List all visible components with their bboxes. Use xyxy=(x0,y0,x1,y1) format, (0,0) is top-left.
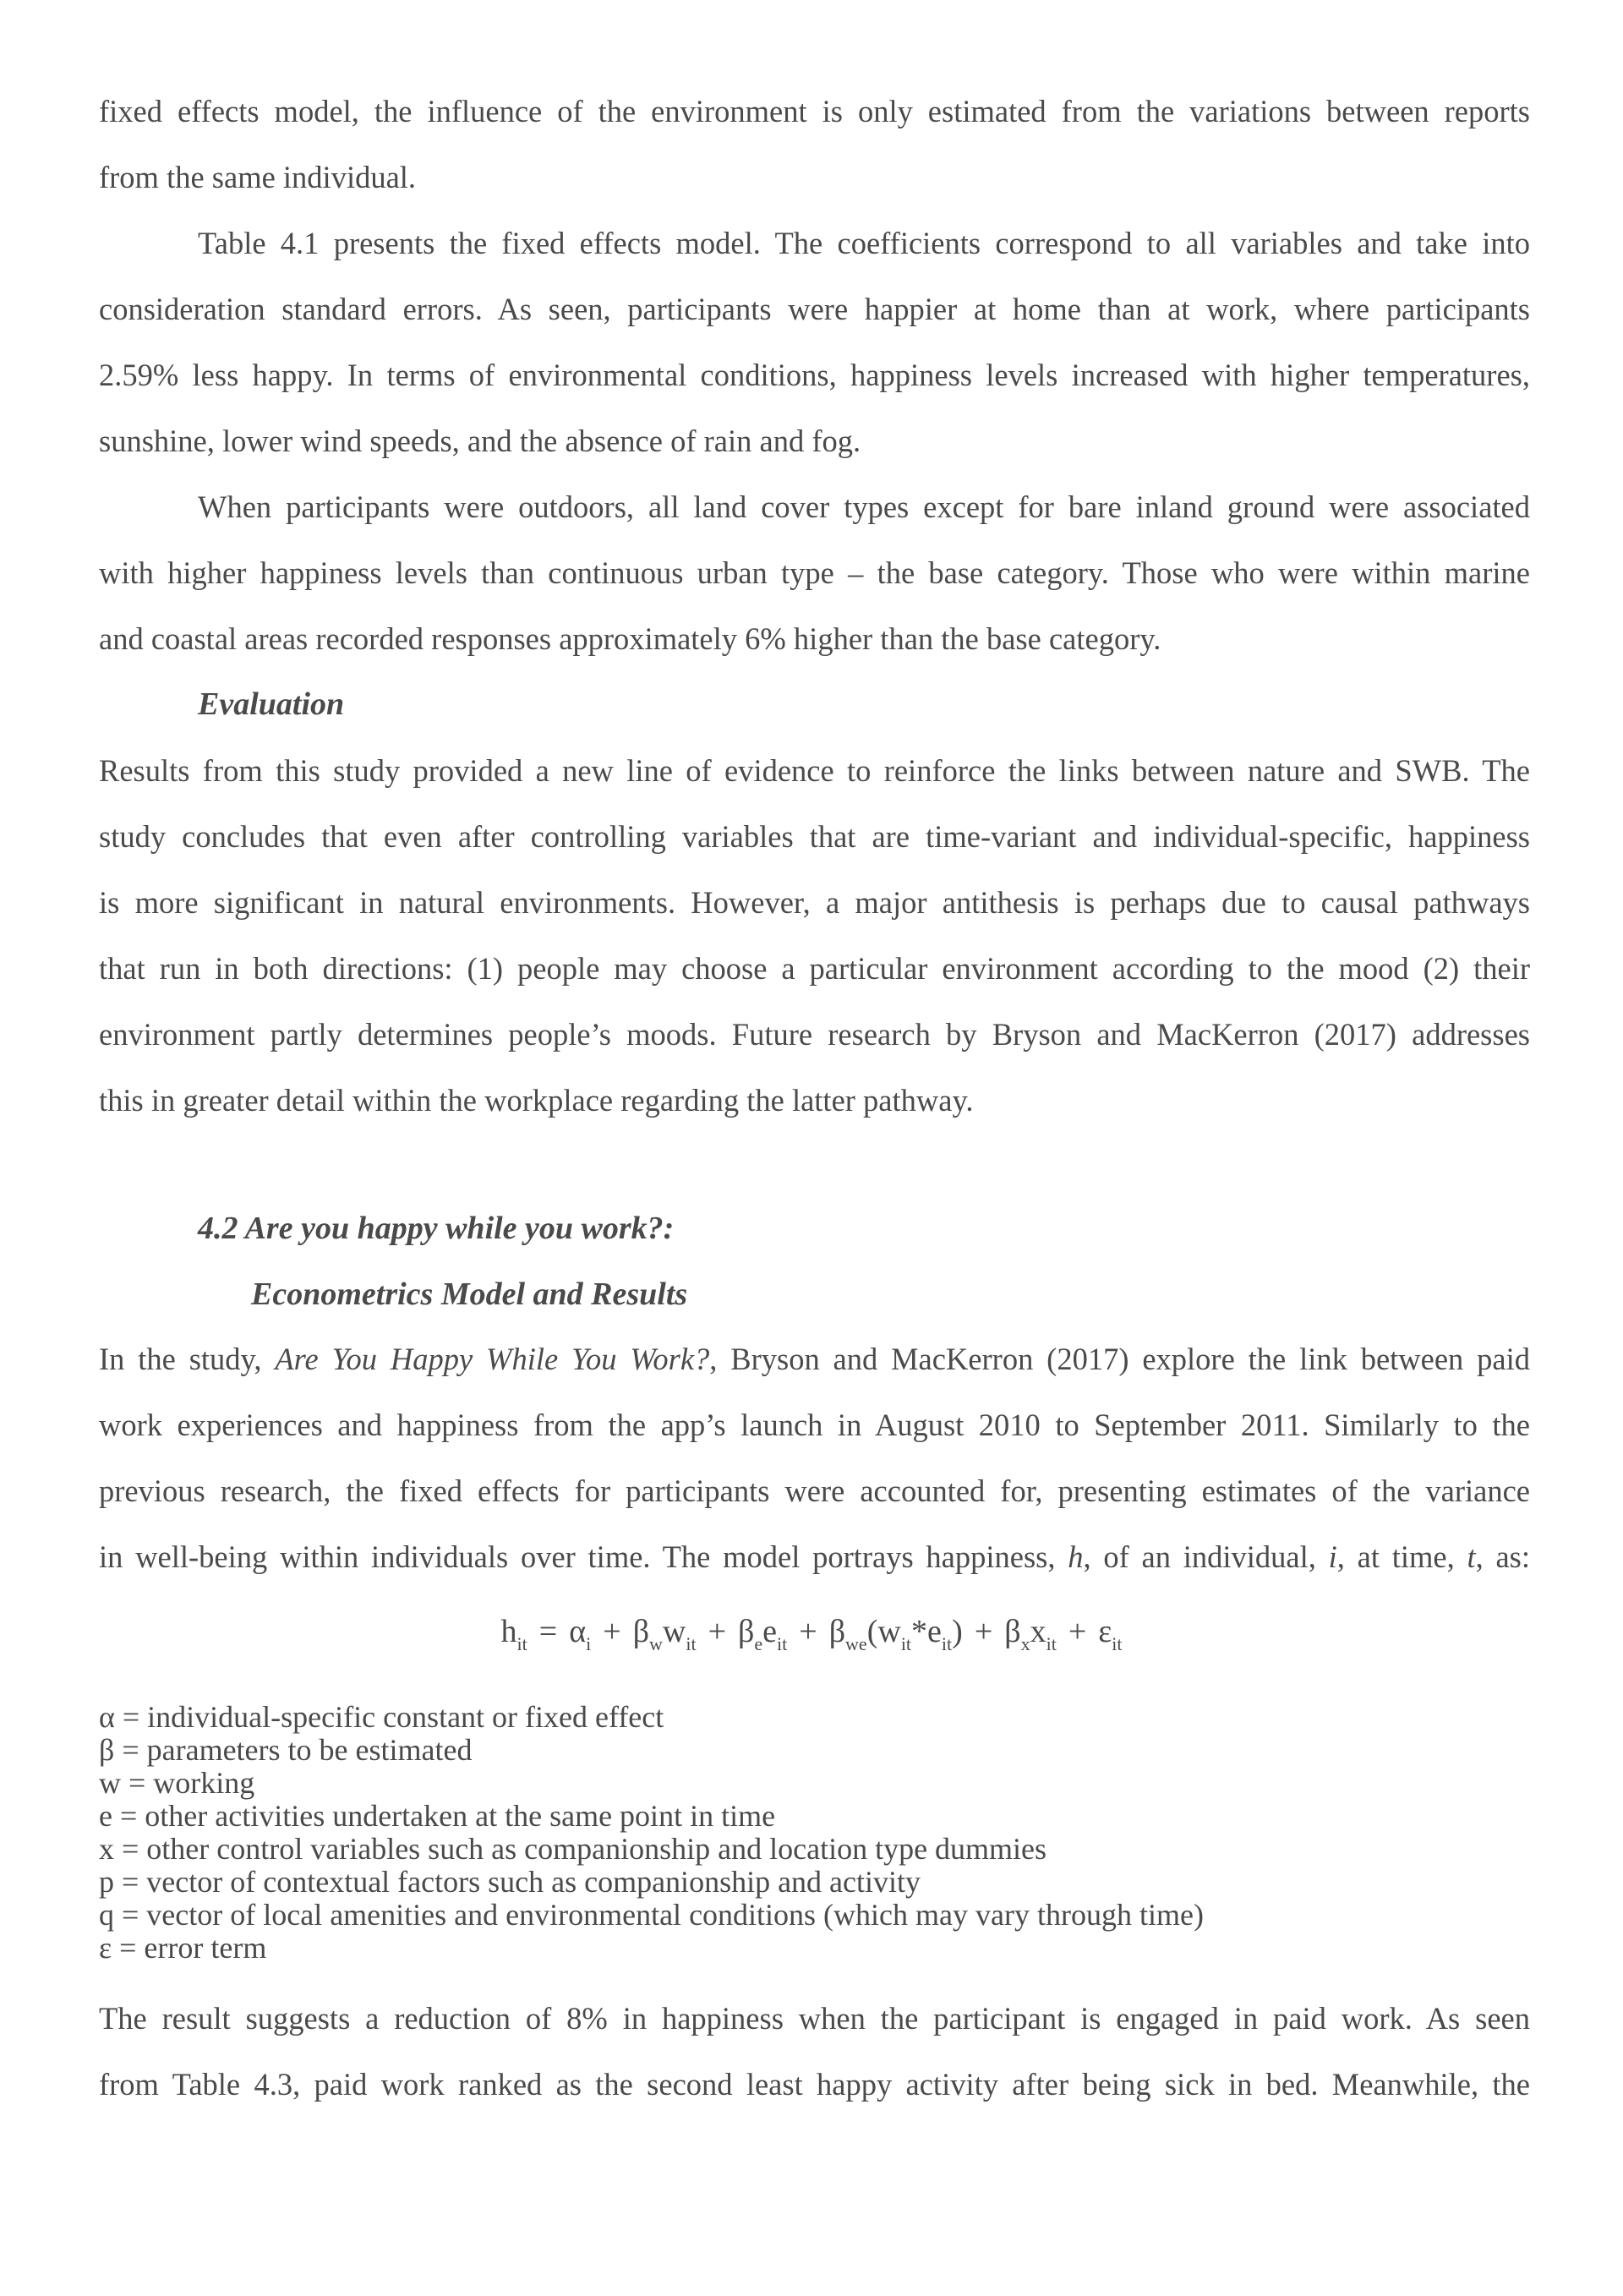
paragraph-line: with higher happiness levels than continuous urban type – the base category. Those who were within marine xyxy=(99,555,1530,590)
paragraph-line: environment partly determines people’s moods. Future research by Bryson and MacKerron (2017) addresses xyxy=(99,1017,1530,1052)
study-title: Are You Happy While You Work? xyxy=(275,1342,710,1376)
happiness-equation: $h_{it} = \alpha_i + \beta_ww_{it} + \beta_ee_{it} + \beta_{we}(w_{it}*e_{it}) + \beta_xx_{it} + \varepsilon_{it}$ xyxy=(500,1614,1123,1654)
subsection-heading: Econometrics Model and Results xyxy=(251,1276,688,1312)
paragraph-line: consideration standard errors. As seen, participants were happier at home than at work, where participants xyxy=(99,292,1530,326)
evaluation-heading: Evaluation xyxy=(198,686,345,722)
definition-w: w = working xyxy=(99,1766,255,1800)
paragraph-line: study concludes that even after controlling variables that are time-variant and individual-specific, happiness xyxy=(99,819,1530,854)
definition-alpha: α = individual-specific constant or fixed effect xyxy=(99,1700,664,1734)
definition-p: p = vector of contextual factors such as companionship and activity xyxy=(99,1865,921,1899)
paragraph-line: 2.59% less happy. In terms of environmental conditions, happiness levels increased with higher temperatures, xyxy=(99,358,1530,392)
paragraph-line: The result suggests a reduction of 8% in happiness when the participant is engaged in paid work. As seen xyxy=(99,2001,1530,2036)
paragraph-line: Table 4.1 presents the fixed effects model. The coefficients correspond to all variables and take into xyxy=(198,226,1530,260)
paragraph-line: is more significant in natural environments. However, a major antithesis is perhaps due to causal pathways xyxy=(99,885,1530,920)
paragraph-line: When participants were outdoors, all land cover types except for bare inland ground were associated xyxy=(198,489,1530,524)
paragraph-line: and coastal areas recorded responses approximately 6% higher than the base category. xyxy=(99,621,1161,656)
definition-q: q = vector of local amenities and environmental conditions (which may vary through time) xyxy=(99,1898,1204,1932)
paragraph-line: previous research, the fixed effects for participants were accounted for, presenting estimates of the variance xyxy=(99,1473,1530,1508)
paragraph-line: from the same individual. xyxy=(99,160,417,194)
paragraph-line: that run in both directions: (1) people may choose a particular environment according to the mood (2) their xyxy=(99,951,1530,986)
paragraph-line: fixed effects model, the influence of the environment is only estimated from the variations between reports xyxy=(99,94,1530,128)
section-heading: 4.2 Are you happy while you work?: xyxy=(198,1211,675,1246)
paragraph-line: work experiences and happiness from the app’s launch in August 2010 to September 2011. Similarly to the xyxy=(99,1408,1530,1442)
paragraph-line: in well-being within individuals over time. The model portrays happiness, h, of an individual, i, at time, t, as: xyxy=(99,1539,1531,1574)
definition-x: x = other control variables such as companionship and location type dummies xyxy=(99,1832,1047,1866)
definition-beta: β = parameters to be estimated xyxy=(99,1733,473,1767)
paragraph-line: In the study, Are You Happy While You Work?, Bryson and MacKerron (2017) explore the link between paid xyxy=(99,1342,1530,1376)
paragraph-line: Results from this study provided a new line of evidence to reinforce the links between nature and SWB. The xyxy=(99,753,1530,788)
paragraph-line: this in greater detail within the workplace regarding the latter pathway. xyxy=(99,1083,974,1118)
definition-e: e = other activities undertaken at the same point in time xyxy=(99,1799,776,1833)
paragraph-line: sunshine, lower wind speeds, and the absence of rain and fog. xyxy=(99,424,861,458)
definition-epsilon: ε = error term xyxy=(99,1931,267,1965)
paragraph-line: from Table 4.3, paid work ranked as the second least happy activity after being sick in bed. Meanwhile, the xyxy=(99,2067,1530,2102)
